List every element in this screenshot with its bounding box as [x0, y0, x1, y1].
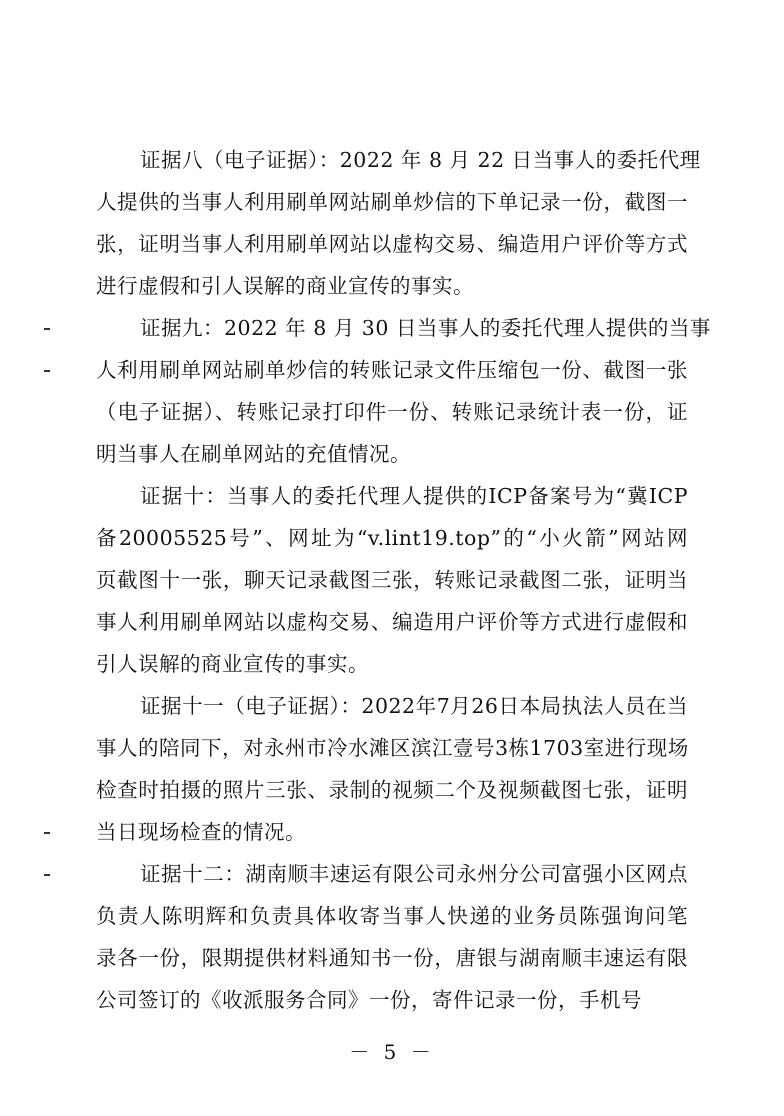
page-number: － 5 － — [349, 1040, 435, 1064]
paragraph-3-line-4: 事人利用刷单网站以虚构交易、编造用户评价等方式进行虚假和 — [96, 610, 688, 634]
paragraph-4-line-4: 当日现场检查的情况。 — [96, 820, 306, 844]
paragraph-2-line-2: 人利用刷单网站刷单炒信的转账记录文件压缩包一份、截图一张 — [96, 358, 688, 382]
paragraph-5-line-2: 负责人陈明辉和负责具体收寄当事人快递的业务员陈强询问笔 — [96, 904, 688, 928]
paragraph-3-line-1: 证据十：当事人的委托代理人提供的ICP备案号为“冀ICP — [140, 484, 688, 508]
margin-mark — [44, 832, 50, 834]
paragraph-3-line-2: 备20005525号”、网址为“v.lint19.top”的“小火箭”网站网 — [96, 526, 688, 550]
paragraph-5-line-1: 证据十二：湖南顺丰速运有限公司永州分公司富强小区网点 — [140, 862, 688, 886]
margin-mark — [44, 370, 50, 372]
paragraph-5-line-4: 公司签订的《收派服务合同》一份，寄件记录一份，手机号 — [96, 988, 642, 1012]
paragraph-1-line-2: 人提供的当事人利用刷单网站刷单炒信的下单记录一份，截图一 — [96, 190, 688, 214]
paragraph-2-line-4: 明当事人在刷单网站的充值情况。 — [96, 442, 411, 466]
paragraph-3-line-5: 引人误解的商业宣传的事实。 — [96, 652, 369, 676]
paragraph-3-line-3: 页截图十一张，聊天记录截图三张，转账记录截图二张，证明当 — [96, 568, 688, 592]
paragraph-2-line-1: 证据九：2022 年 8 月 30 日当事人的委托代理人提供的当事 — [140, 316, 711, 340]
paragraph-1-line-4: 进行虚假和引人误解的商业宣传的事实。 — [96, 274, 474, 298]
margin-mark — [44, 328, 50, 330]
paragraph-5-line-3: 录各一份，限期提供材料通知书一份，唐银与湖南顺丰速运有限 — [96, 946, 688, 970]
paragraph-4-line-3: 检查时拍摄的照片三张、录制的视频二个及视频截图七张，证明 — [96, 778, 688, 802]
paragraph-2-line-3: （电子证据）、转账记录打印件一份、转账记录统计表一份，证 — [96, 400, 688, 424]
margin-mark — [44, 874, 50, 876]
paragraph-4-line-1: 证据十一（电子证据）：2022年7月26日本局执法人员在当 — [140, 694, 688, 718]
paragraph-1-line-1: 证据八（电子证据）：2022 年 8 月 22 日当事人的委托代理 — [140, 148, 701, 172]
paragraph-4-line-2: 事人的陪同下，对永州市冷水滩区滨江壹号3栋1703室进行现场 — [96, 736, 689, 760]
paragraph-1-line-3: 张，证明当事人利用刷单网站以虚构交易、编造用户评价等方式 — [96, 232, 688, 256]
